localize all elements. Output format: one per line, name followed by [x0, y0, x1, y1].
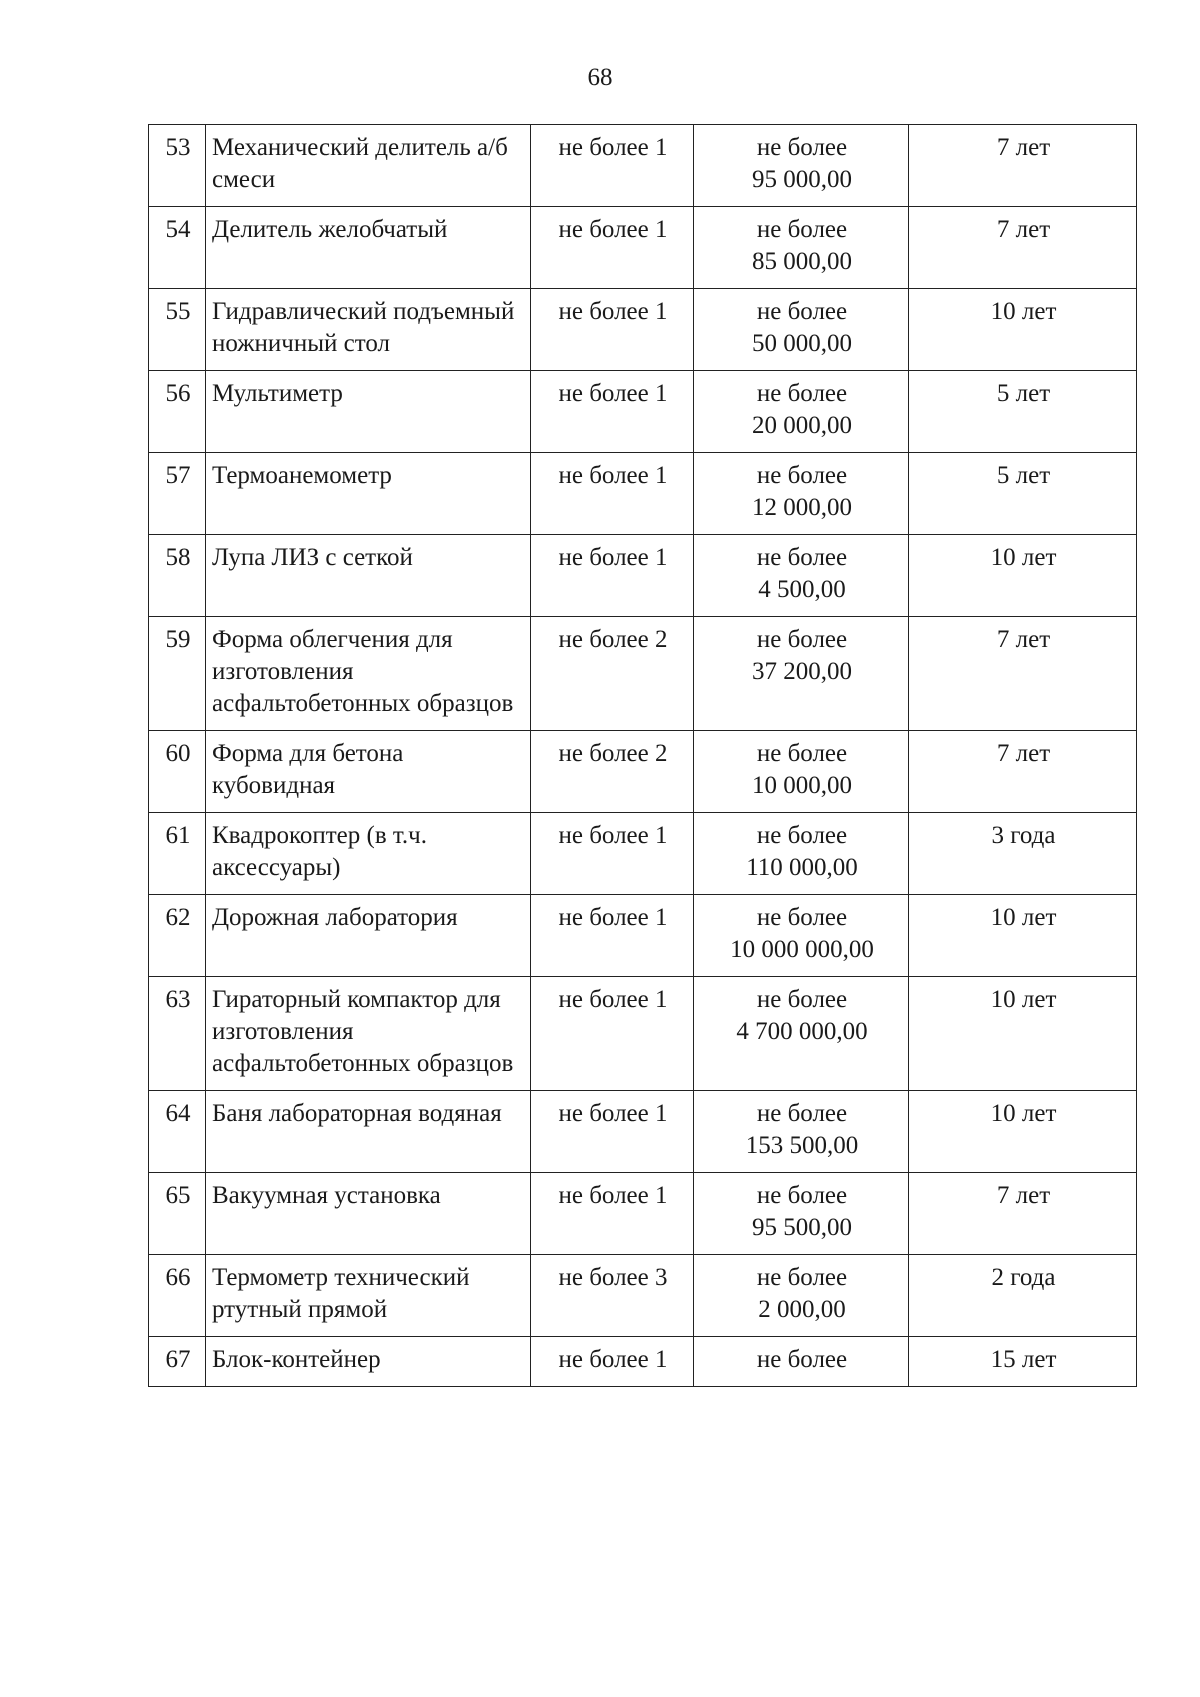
item-service-life: 10 лет [909, 895, 1137, 977]
price-prefix: не более [756, 298, 848, 325]
item-price [694, 895, 909, 977]
table-row [149, 977, 1137, 1091]
item-name: Термометр технический ртутный прямой [206, 1255, 531, 1337]
equipment-table [148, 124, 1137, 1387]
price-prefix: не более [756, 986, 848, 1013]
price-prefix: не более [756, 1264, 848, 1291]
price-prefix: не более [756, 1346, 848, 1373]
price-value: 85 000,00 [752, 248, 852, 275]
item-name: Гидравлический подъемный ножничный стол [206, 289, 531, 371]
item-quantity: не более 1 [531, 977, 694, 1091]
item-name: Форма для бетона кубовидная [206, 731, 531, 813]
row-number: 58 [149, 535, 206, 617]
price-prefix: не более [756, 134, 848, 161]
item-quantity: не более 1 [531, 895, 694, 977]
row-number: 54 [149, 207, 206, 289]
row-number: 65 [149, 1173, 206, 1255]
table-row [149, 125, 1137, 207]
price-value: 95 000,00 [752, 166, 852, 193]
item-quantity: не более 1 [531, 1091, 694, 1173]
table-row [149, 453, 1137, 535]
item-name: Делитель желобчатый [206, 207, 531, 289]
item-price [694, 289, 909, 371]
item-price [694, 731, 909, 813]
item-name: Термоанемометр [206, 453, 531, 535]
price-prefix: не более [756, 822, 848, 849]
item-quantity: не более 1 [531, 125, 694, 207]
item-price [694, 535, 909, 617]
item-quantity: не более 1 [531, 535, 694, 617]
item-name: Блок-контейнер [206, 1337, 531, 1387]
item-service-life: 5 лет [909, 371, 1137, 453]
table-row [149, 895, 1137, 977]
item-service-life: 5 лет [909, 453, 1137, 535]
page-number: 68 [587, 64, 613, 91]
item-price [694, 453, 909, 535]
price-value: 4 700 000,00 [736, 1018, 868, 1045]
price-value: 10 000,00 [752, 772, 852, 799]
row-number: 57 [149, 453, 206, 535]
table-row [149, 371, 1137, 453]
item-name: Лупа ЛИЗ с сеткой [206, 535, 531, 617]
price-value: 95 500,00 [752, 1214, 852, 1241]
price-prefix: не более [756, 216, 848, 243]
row-number: 63 [149, 977, 206, 1091]
item-service-life: 10 лет [909, 289, 1137, 371]
item-quantity: не более 2 [531, 731, 694, 813]
item-price [694, 207, 909, 289]
table-row [149, 617, 1137, 731]
item-service-life: 10 лет [909, 535, 1137, 617]
item-price [694, 1091, 909, 1173]
item-quantity: не более 1 [531, 207, 694, 289]
price-value: 110 000,00 [746, 854, 858, 881]
item-name: Мультиметр [206, 371, 531, 453]
item-price [694, 125, 909, 207]
item-price [694, 1173, 909, 1255]
item-price [694, 617, 909, 731]
row-number: 53 [149, 125, 206, 207]
table-row [149, 1173, 1137, 1255]
item-name: Квадрокоптер (в т.ч. аксессуары) [206, 813, 531, 895]
table-row [149, 535, 1137, 617]
price-value: 50 000,00 [752, 330, 852, 357]
table-row [149, 289, 1137, 371]
item-quantity: не более 2 [531, 617, 694, 731]
price-prefix: не более [756, 1100, 848, 1127]
item-quantity: не более 1 [531, 1337, 694, 1387]
item-quantity: не более 3 [531, 1255, 694, 1337]
row-number: 67 [149, 1337, 206, 1387]
item-quantity: не более 1 [531, 1173, 694, 1255]
item-name: Вакуумная установка [206, 1173, 531, 1255]
item-service-life: 7 лет [909, 207, 1137, 289]
price-prefix: не более [756, 462, 848, 489]
item-price [694, 977, 909, 1091]
price-value: 153 500,00 [745, 1132, 859, 1159]
item-price [694, 1337, 909, 1387]
price-value: 37 200,00 [752, 658, 852, 685]
price-prefix: не более [756, 544, 848, 571]
price-prefix: не более [756, 904, 848, 931]
row-number: 60 [149, 731, 206, 813]
price-value: 20 000,00 [752, 412, 852, 439]
price-value: 10 000 000,00 [730, 936, 874, 963]
item-quantity: не более 1 [531, 813, 694, 895]
row-number: 61 [149, 813, 206, 895]
table-row [149, 1255, 1137, 1337]
row-number: 62 [149, 895, 206, 977]
item-quantity: не более 1 [531, 289, 694, 371]
price-value: 4 500,00 [758, 576, 846, 603]
item-service-life: 7 лет [909, 1173, 1137, 1255]
item-price [694, 1255, 909, 1337]
price-prefix: не более [756, 380, 848, 407]
price-prefix: не более [756, 740, 848, 767]
item-quantity: не более 1 [531, 371, 694, 453]
table-row [149, 1091, 1137, 1173]
item-name: Гираторный компактор для изготовления асфальтобетонных образцов [206, 977, 531, 1091]
item-service-life: 7 лет [909, 731, 1137, 813]
table-row [149, 1337, 1137, 1387]
row-number: 66 [149, 1255, 206, 1337]
price-prefix: не более [756, 1182, 848, 1209]
item-name: Механический делитель а/б смеси [206, 125, 531, 207]
table-body [149, 125, 1137, 1387]
item-service-life: 3 года [909, 813, 1137, 895]
row-number: 55 [149, 289, 206, 371]
item-quantity: не более 1 [531, 453, 694, 535]
item-price [694, 371, 909, 453]
item-service-life: 7 лет [909, 125, 1137, 207]
table-row [149, 731, 1137, 813]
price-prefix: не более [756, 626, 848, 653]
row-number: 59 [149, 617, 206, 731]
table-row [149, 813, 1137, 895]
item-name: Дорожная лаборатория [206, 895, 531, 977]
price-value: 12 000,00 [752, 494, 852, 521]
row-number: 56 [149, 371, 206, 453]
item-service-life: 10 лет [909, 1091, 1137, 1173]
item-name: Форма облегчения для изготовления асфальтобетонных образцов [206, 617, 531, 731]
table-row [149, 207, 1137, 289]
item-price [694, 813, 909, 895]
item-service-life: 15 лет [909, 1337, 1137, 1387]
price-value: 2 000,00 [758, 1296, 846, 1323]
item-service-life: 10 лет [909, 977, 1137, 1091]
row-number: 64 [149, 1091, 206, 1173]
item-name: Баня лабораторная водяная [206, 1091, 531, 1173]
item-service-life: 2 года [909, 1255, 1137, 1337]
item-service-life: 7 лет [909, 617, 1137, 731]
